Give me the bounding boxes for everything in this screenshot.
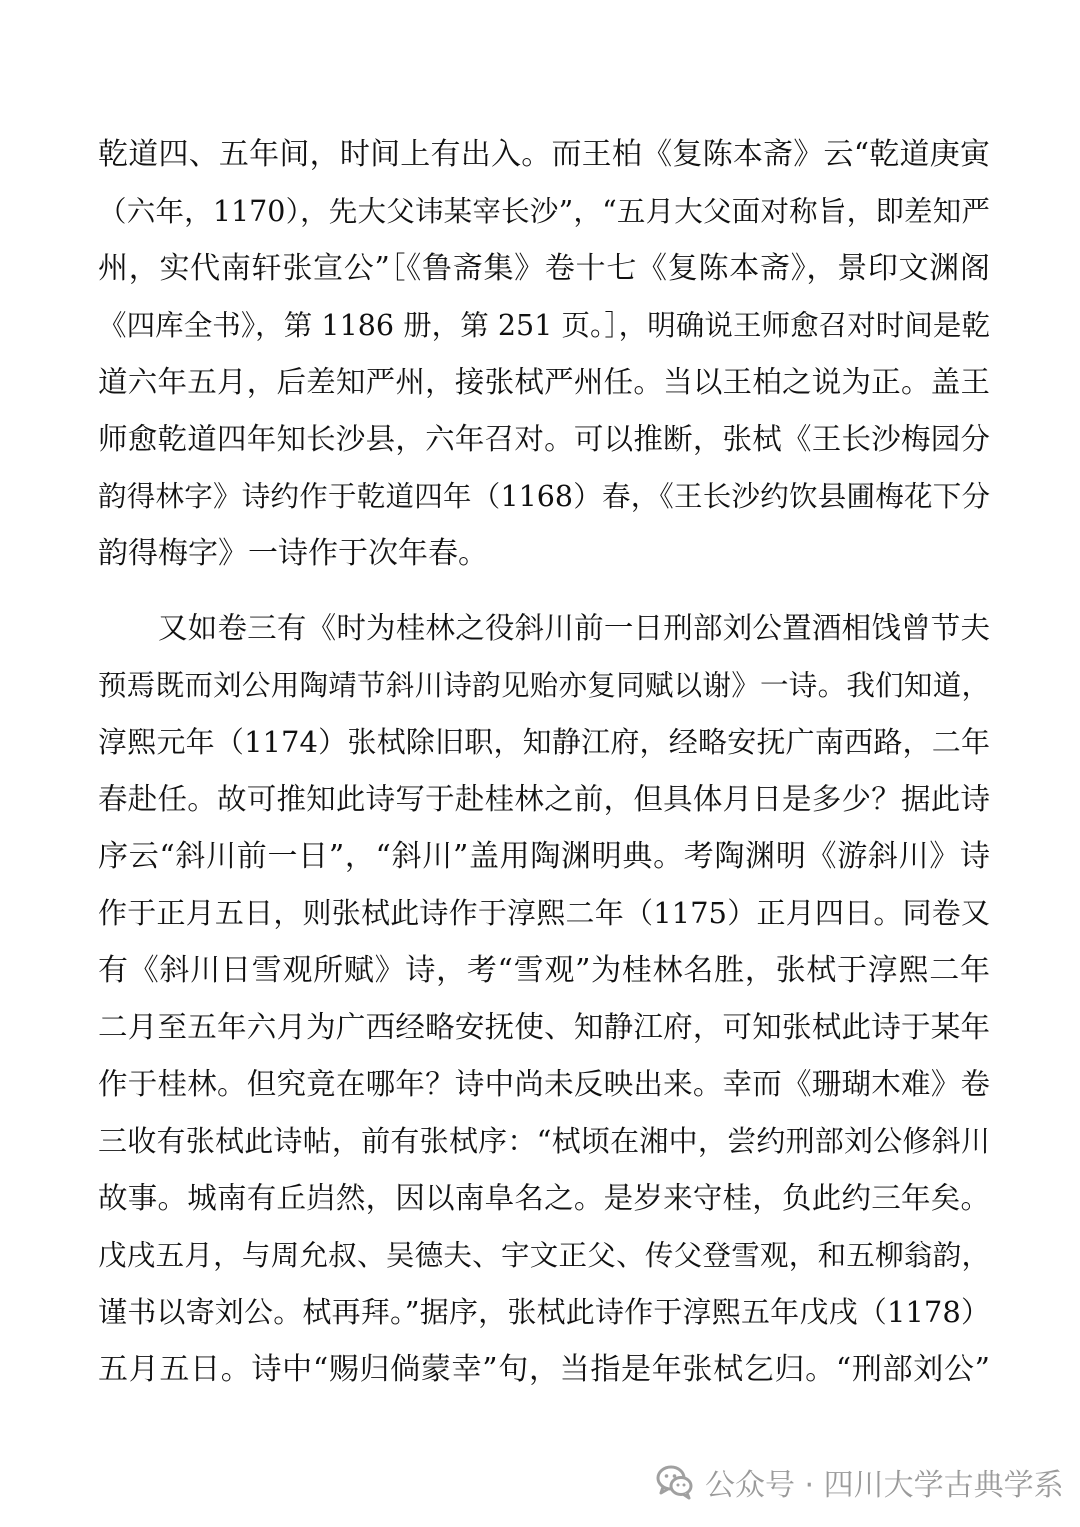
text-line: 有《斜川日雪观所赋》诗，考“雪观”为桂林名胜，张栻于淳熙二年 xyxy=(98,953,990,988)
text-line: 淳熙元年（1174）张栻除旧职，知静江府，经略安抚广南西路，二年 xyxy=(98,725,990,759)
text-line: 道六年五月，后差知严州，接张栻严州任。当以王柏之说为正。盖王 xyxy=(98,365,990,399)
text-line: 二月至五年六月为广西经略安抚使、知静江府，可知张栻此诗于某年 xyxy=(98,1010,990,1044)
text-line: 州，实代南轩张宣公”［《鲁斋集》卷十七《复陈本斋》，景印文渊阁 xyxy=(98,251,990,286)
text-line: 韵得林字》诗约作于乾道四年（1168）春，《王长沙约饮县圃梅花下分 xyxy=(98,480,990,513)
text-line: 作于桂林。但究竟在哪年？诗中尚未反映出来。幸而《珊瑚木难》卷 xyxy=(98,1067,990,1101)
text-line: 又如卷三有《时为桂林之役斜川前一日刑部刘公置酒相饯曾节夫 xyxy=(158,611,990,645)
text-line: 序云“斜川前一日”，“斜川”盖用陶渊明典。考陶渊明《游斜川》诗 xyxy=(98,839,990,874)
text-line: 三收有张栻此诗帖，前有张栻序：“栻顷在湘中，尝约刑部刘公修斜川 xyxy=(98,1124,990,1158)
paragraph-1 xyxy=(98,126,990,582)
text-line: 韵得梅字》一诗作于次年春。 xyxy=(98,536,488,571)
text-line: 戊戌五月，与周允叔、吴德夫、宇文正父、传父登雪观，和五柳翁韵， xyxy=(98,1239,990,1272)
text-line: 预焉既而刘公用陶靖节斜川诗韵见贻亦复同赋以谢》一诗。我们知道， xyxy=(98,669,990,702)
text-line: 谨书以寄刘公。栻再拜。”据序，张栻此诗作于淳熙五年戊戌（1178） xyxy=(98,1295,990,1329)
text-line: 师愈乾道四年知长沙县，六年召对。可以推断，张栻《王长沙梅园分 xyxy=(98,422,990,456)
wechat-watermark xyxy=(655,1457,1064,1507)
paragraph-2 xyxy=(98,600,990,1398)
wechat-icon xyxy=(655,1462,695,1502)
text-line: 作于正月五日，则张栻此诗作于淳熙二年（1175）正月四日。同卷又 xyxy=(98,896,990,930)
text-line: 故事。城南有丘岿然，因以南阜名之。是岁来守桂，负此约三年矣。 xyxy=(98,1181,990,1215)
text-line: 春赴任。故可推知此诗写于赴桂林之前，但具体月日是多少？据此诗 xyxy=(98,782,990,816)
text-line: 乾道四、五年间，时间上有出入。而王柏《复陈本斋》云“乾道庚寅 xyxy=(98,137,990,172)
text-line: 五月五日。诗中“赐归倘蒙幸”句，当指是年张栻乞归。“刑部刘公” xyxy=(98,1352,990,1387)
text-line: （六年，1170），先大父讳某宰长沙”，“五月大父面对称旨，即差知严 xyxy=(98,195,990,228)
text-line: 《四库全书》，第 1186 册，第 251 页。］，明确说王师愈召对时间是乾 xyxy=(98,309,990,342)
watermark-text: 公众号 · 四川大学古典学系 xyxy=(705,1468,1064,1503)
